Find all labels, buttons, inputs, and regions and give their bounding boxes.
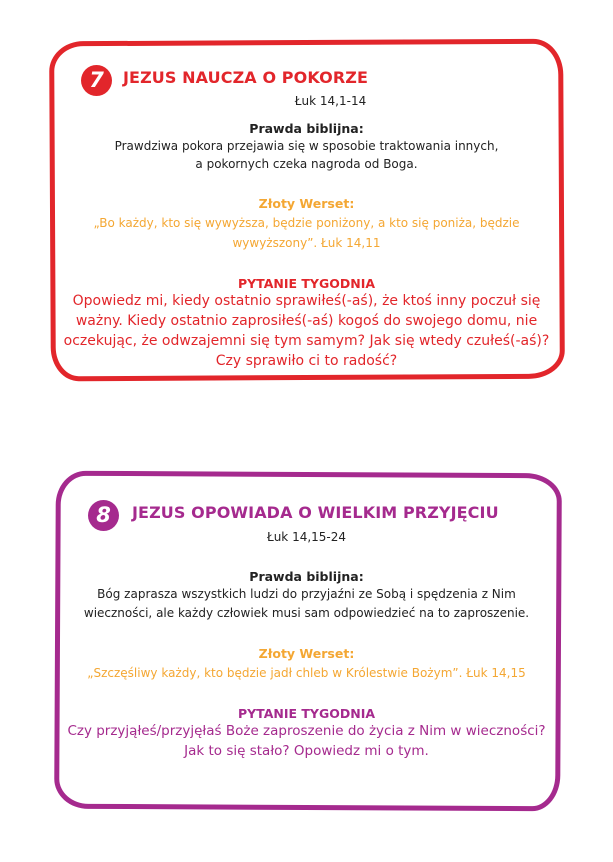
question-heading: PYTANIE TYGODNIA: [237, 276, 376, 291]
verse-heading: Złoty Werset:: [258, 646, 355, 661]
question-line: Czy przyjąłeś/przyjęłaś Boże zaproszenie do życia z Nim w wieczności?: [67, 723, 546, 739]
truth-line: Prawdziwa pokora przejawia się w sposobie traktowania innych,: [114, 139, 499, 153]
verse-line: „Bo każdy, kto się wywyższa, będzie poniżony, a kto się poniża, będzie: [93, 216, 520, 230]
question-line: Czy sprawiło ci to radość?: [215, 353, 398, 369]
lesson-number-badge: 8: [88, 500, 119, 531]
truth-heading: Prawda biblijna:: [249, 569, 364, 584]
question-line: Opowiedz mi, kiedy ostatnio sprawiłeś(-aś), że ktoś inny poczuł się: [72, 293, 541, 309]
verse-line: „Szczęśliwy każdy, kto będzie jadł chleb w Królestwie Bożym”. Łuk 14,15: [87, 666, 526, 680]
question-line: Jak to się stało? Opowiedz mi o tym.: [184, 743, 429, 759]
lesson-title: JEZUS NAUCZA O POKORZE: [123, 68, 368, 87]
truth-line: wieczności, ale każdy człowiek musi sam odpowiedzieć na to zaproszenie.: [83, 606, 530, 620]
question-line: oczekując, że odwzajemni się tym samym? Jak się wtedy czułeś(-aś)?: [63, 333, 550, 349]
question-heading: PYTANIE TYGODNIA: [237, 706, 376, 721]
truth-line: a pokornych czeka nagroda od Boga.: [195, 157, 418, 171]
verse-heading: Złoty Werset:: [258, 196, 355, 211]
truth-line: Bóg zaprasza wszystkich ludzi do przyjaźni ze Sobą i spędzenia z Nim: [97, 587, 516, 601]
bible-reference: Łuk 14,15-24: [266, 530, 347, 544]
question-line: ważny. Kiedy ostatnio zaprosiłeś(-aś) kogoś do swojego domu, nie: [75, 313, 538, 329]
lesson-title: JEZUS OPOWIADA O WIELKIM PRZYJĘCIU: [132, 503, 499, 522]
bible-reference: Łuk 14,1-14: [294, 94, 367, 108]
verse-line: wywyższony”. Łuk 14,11: [232, 236, 381, 250]
truth-heading: Prawda biblijna:: [249, 121, 364, 136]
lesson-number-badge: 7: [81, 65, 112, 96]
